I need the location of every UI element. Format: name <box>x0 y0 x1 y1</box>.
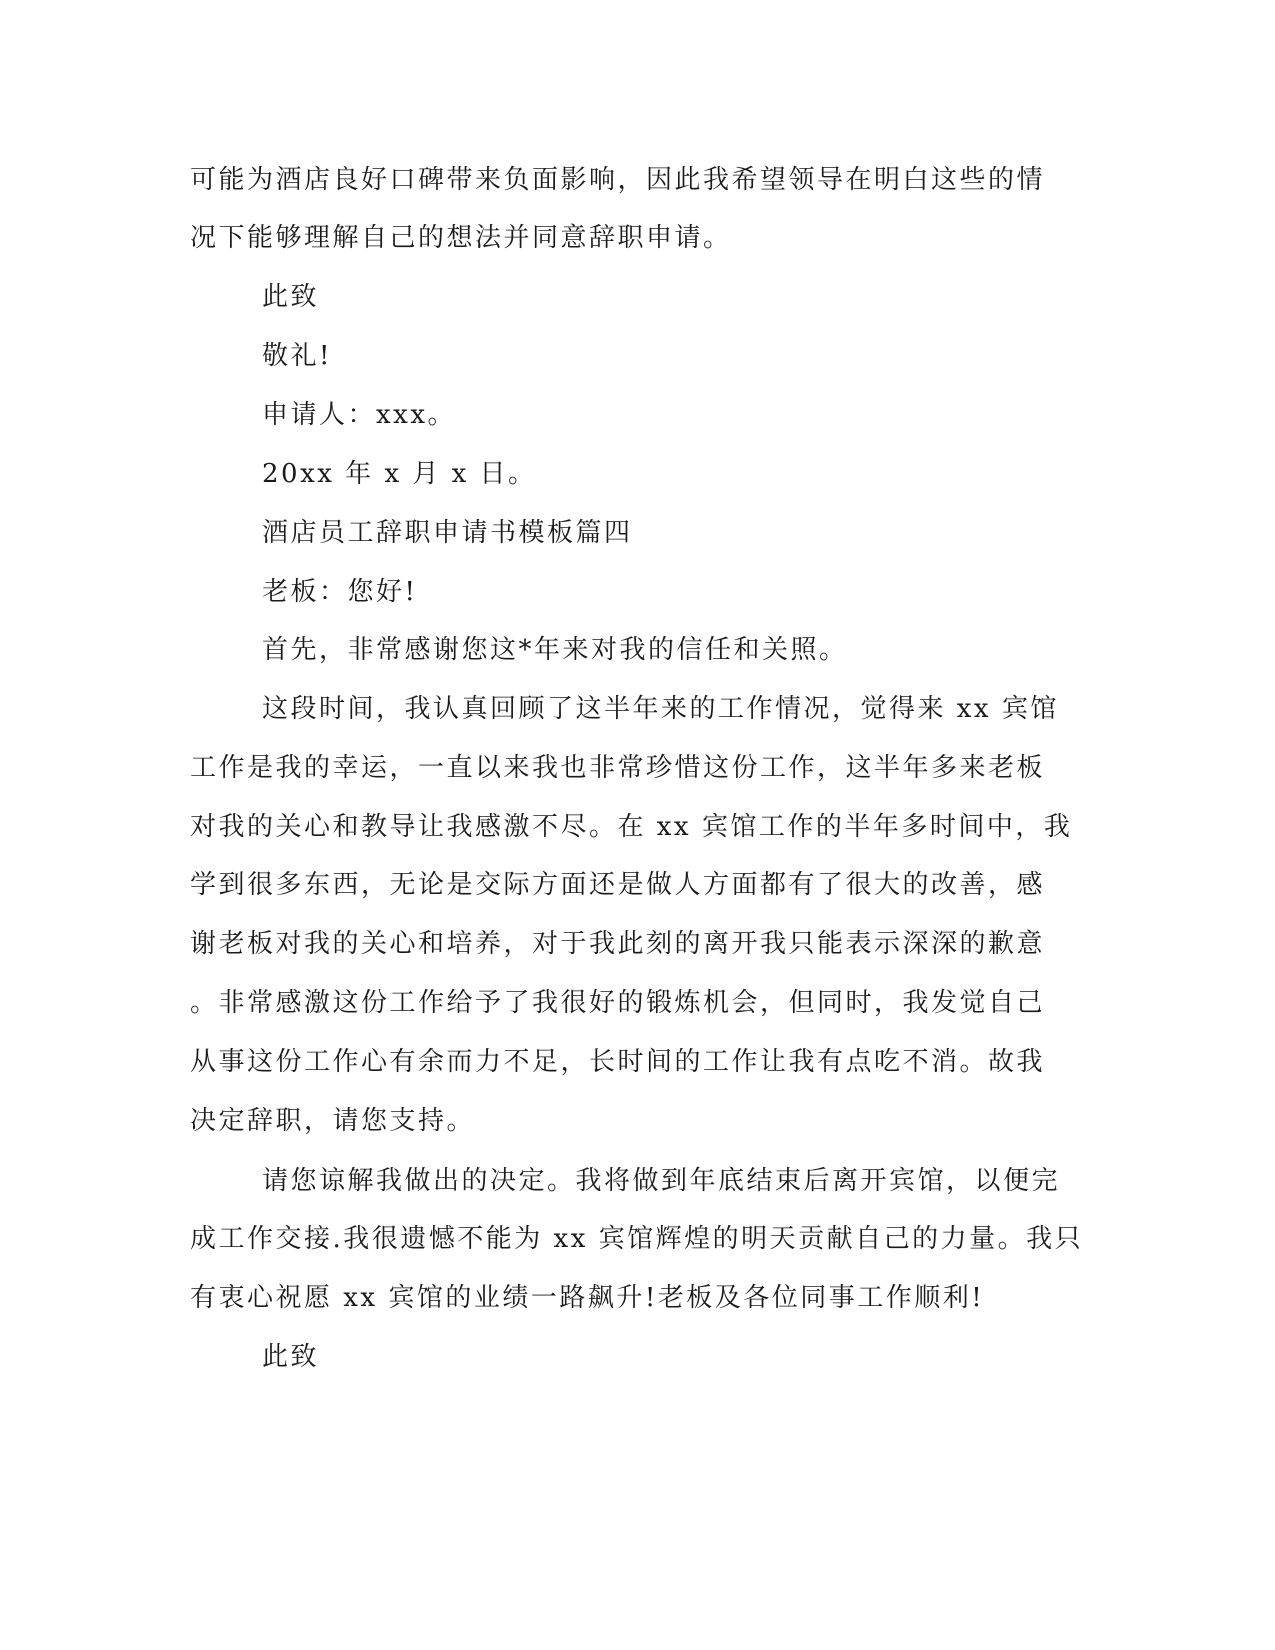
closing-salutation: 此致 <box>262 1342 320 1372</box>
body-text-line: 请您谅解我做出的决定。我将做到年底结束后离开宾馆，以便完 <box>262 1166 1061 1196</box>
body-text-line: 这段时间，我认真回顾了这半年来的工作情况，觉得来 xx 宾馆 <box>262 694 1059 724</box>
application-date: 20xx 年 x 月 x 日。 <box>262 459 537 489</box>
body-text-line: 决定辞职，请您支持。 <box>190 1106 476 1136</box>
body-text-line: 可能为酒店良好口碑带来负面影响，因此我希望领导在明白这些的情 <box>190 165 1046 195</box>
body-text-line: 对我的关心和教导让我感激不尽。在 xx 宾馆工作的半年多时间中，我 <box>190 812 1073 842</box>
body-text-line: 。非常感激这份工作给予了我很好的锻炼机会，但同时，我发觉自己 <box>190 988 1046 1018</box>
body-text-line: 首先，非常感谢您这*年来对我的信任和关照。 <box>262 635 848 665</box>
closing-regards: 敬礼! <box>262 341 332 371</box>
body-text-line: 有衷心祝愿 xx 宾馆的业绩一路飙升!老板及各位同事工作顺利! <box>190 1283 985 1313</box>
body-text-line: 成工作交接.我很遗憾不能为 xx 宾馆辉煌的明天贡献自己的力量。我只 <box>190 1224 1084 1254</box>
body-text-line: 谢老板对我的关心和培养，对于我此刻的离开我只能表示深深的歉意 <box>190 929 1046 959</box>
section-title: 酒店员工辞职申请书模板篇四 <box>262 518 633 548</box>
body-text-line: 工作是我的幸运，一直以来我也非常珍惜这份工作，这半年多来老板 <box>190 753 1046 783</box>
body-text-line: 学到很多东西，无论是交际方面还是做人方面都有了很大的改善，感 <box>190 870 1046 900</box>
applicant-name: 申请人：xxx。 <box>262 400 456 430</box>
greeting: 老板：您好! <box>262 577 418 607</box>
closing-salutation: 此致 <box>262 282 320 312</box>
body-text-line: 况下能够理解自己的想法并同意辞职申请。 <box>190 223 732 253</box>
body-text-line: 从事这份工作心有余而力不足，长时间的工作让我有点吃不消。故我 <box>190 1047 1046 1077</box>
